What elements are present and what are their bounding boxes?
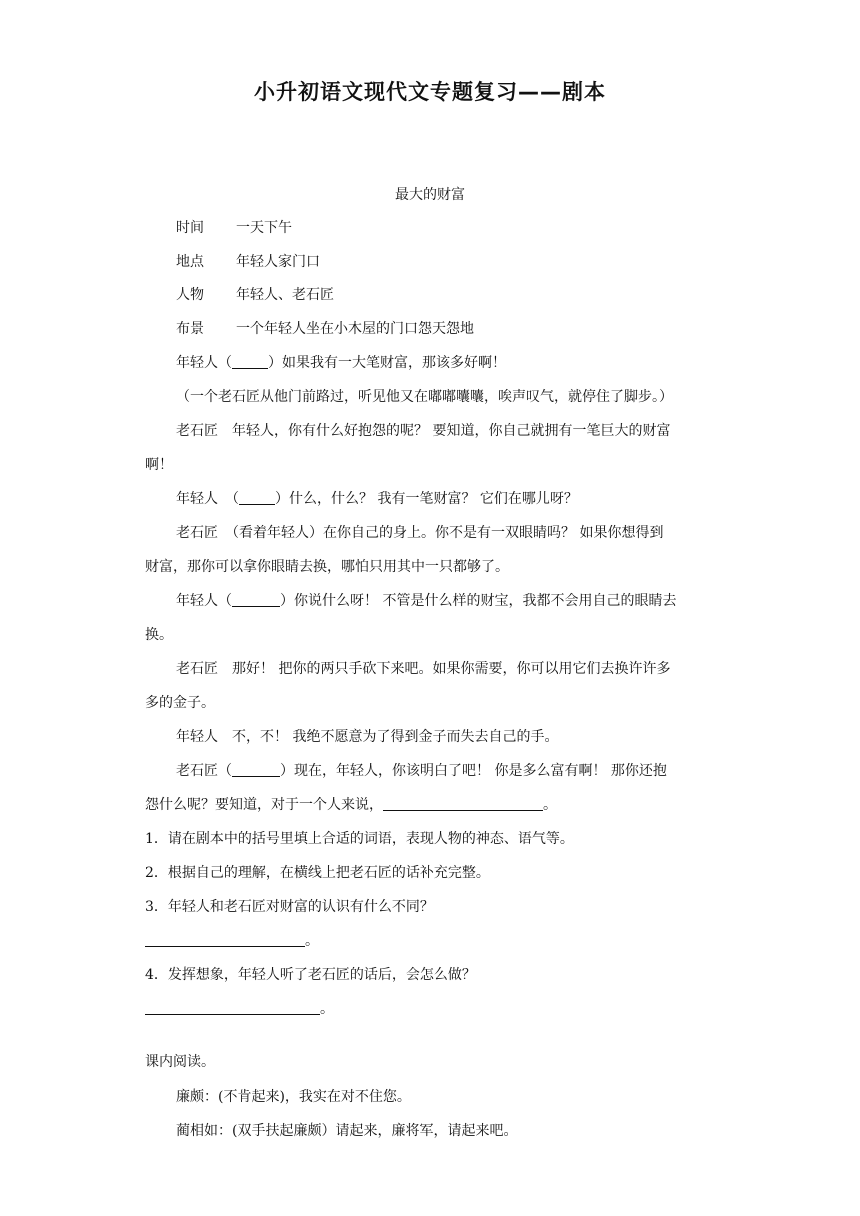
characters-value: 年轻人、老石匠 [236, 287, 334, 303]
script-line-3 [176, 489, 578, 509]
period: 。 [320, 1001, 334, 1017]
script-line-4b: 财富，那你可以拿你眼睛去换，哪怕只用其中一只都够了。 [145, 559, 509, 575]
answer-blank[interactable] [145, 932, 305, 947]
speaker: 老石匠（ [176, 763, 232, 779]
place-value: 年轻人家门口 [236, 254, 320, 270]
question-3: 3．年轻人和老石匠对财富的认识有什么不同？ [145, 899, 434, 915]
script-line-5 [176, 591, 676, 611]
answer-blank[interactable] [145, 1000, 320, 1015]
place-label: 地点 [176, 254, 204, 270]
section-heading: 课内阅读。 [145, 1054, 215, 1070]
script-line-7: 年轻人 不，不！ 我绝不愿意为了得到金子而失去自己的手。 [176, 729, 559, 745]
time-label: 时间 [176, 220, 204, 236]
fill-blank[interactable] [239, 490, 275, 505]
script-line-8 [176, 761, 667, 781]
stage-direction: （一个老石匠从他门前路过，听见他又在嘟嘟囔囔，唉声叹气，就停住了脚步。） [176, 389, 673, 405]
question-2: 2．根据自己的理解，在横线上把老石匠的话补充完整。 [145, 865, 490, 881]
script-line-5b: 换。 [145, 627, 173, 643]
period: 。 [543, 797, 557, 813]
question-4: 4．发挥想象，年轻人听了老石匠的话后，会怎么做？ [145, 967, 476, 983]
dialogue: ）如果我有一大笔财富，那该多好啊！ [268, 355, 506, 371]
script-line-4a: 老石匠 （看着年轻人）在你自己的身上。你不是有一双眼睛吗？ 如果你想得到 [176, 525, 664, 541]
period: 。 [305, 933, 319, 949]
answer-line-4 [145, 999, 334, 1019]
script-line-6b: 多的金子。 [145, 695, 215, 711]
fill-blank[interactable] [232, 592, 280, 607]
answer-line-3 [145, 931, 319, 951]
setting-time [176, 218, 292, 238]
fill-blank[interactable] [383, 796, 543, 811]
dialogue: 怨什么呢？要知道，对于一个人来说， [145, 797, 383, 813]
dialogue: ）你说什么呀！ 不管是什么样的财宝，我都不会用自己的眼睛去 [280, 593, 677, 609]
fill-blank[interactable] [232, 354, 268, 369]
script-line-1 [176, 353, 506, 373]
scene-label: 布景 [176, 321, 204, 337]
setting-characters [176, 285, 334, 305]
setting-place [176, 252, 320, 272]
script-line-2a: 老石匠 年轻人，你有什么好抱怨的呢？ 要知道，你自己就拥有一笔巨大的财富 [176, 423, 671, 439]
script-line-2b: 啊！ [145, 457, 173, 473]
script-line-8b [145, 795, 557, 815]
fill-blank[interactable] [232, 762, 280, 777]
speaker: 年轻人（ [176, 593, 232, 609]
document-title: 小升初语文现代文专题复习——剧本 [254, 80, 606, 104]
scene-value: 一个年轻人坐在小木屋的门口怨天怨地 [236, 321, 474, 337]
setting-scene [176, 319, 474, 339]
time-value: 一天下午 [236, 220, 292, 236]
dialogue: ）现在，年轻人，你该明白了吧！ 你是多么富有啊！ 那你还抱 [280, 763, 667, 779]
question-1: 1．请在剧本中的括号里填上合适的词语，表现人物的神态、语气等。 [145, 831, 574, 847]
excerpt-line-2: 蔺相如：(双手扶起廉颇）请起来，廉将军，请起来吧。 [176, 1123, 518, 1139]
speaker: 年轻人 （ [176, 491, 239, 507]
dialogue: ）什么，什么？ 我有一笔财富？ 它们在哪儿呀？ [275, 491, 578, 507]
characters-label: 人物 [176, 287, 204, 303]
speaker: 年轻人（ [176, 355, 232, 371]
script-line-6a: 老石匠 那好！ 把你的两只手砍下来吧。如果你需要，你可以用它们去换许许多 [176, 661, 671, 677]
excerpt-line-1: 廉颇：(不肯起来)，我实在对不住您。 [176, 1089, 411, 1105]
play-title: 最大的财富 [395, 187, 465, 203]
